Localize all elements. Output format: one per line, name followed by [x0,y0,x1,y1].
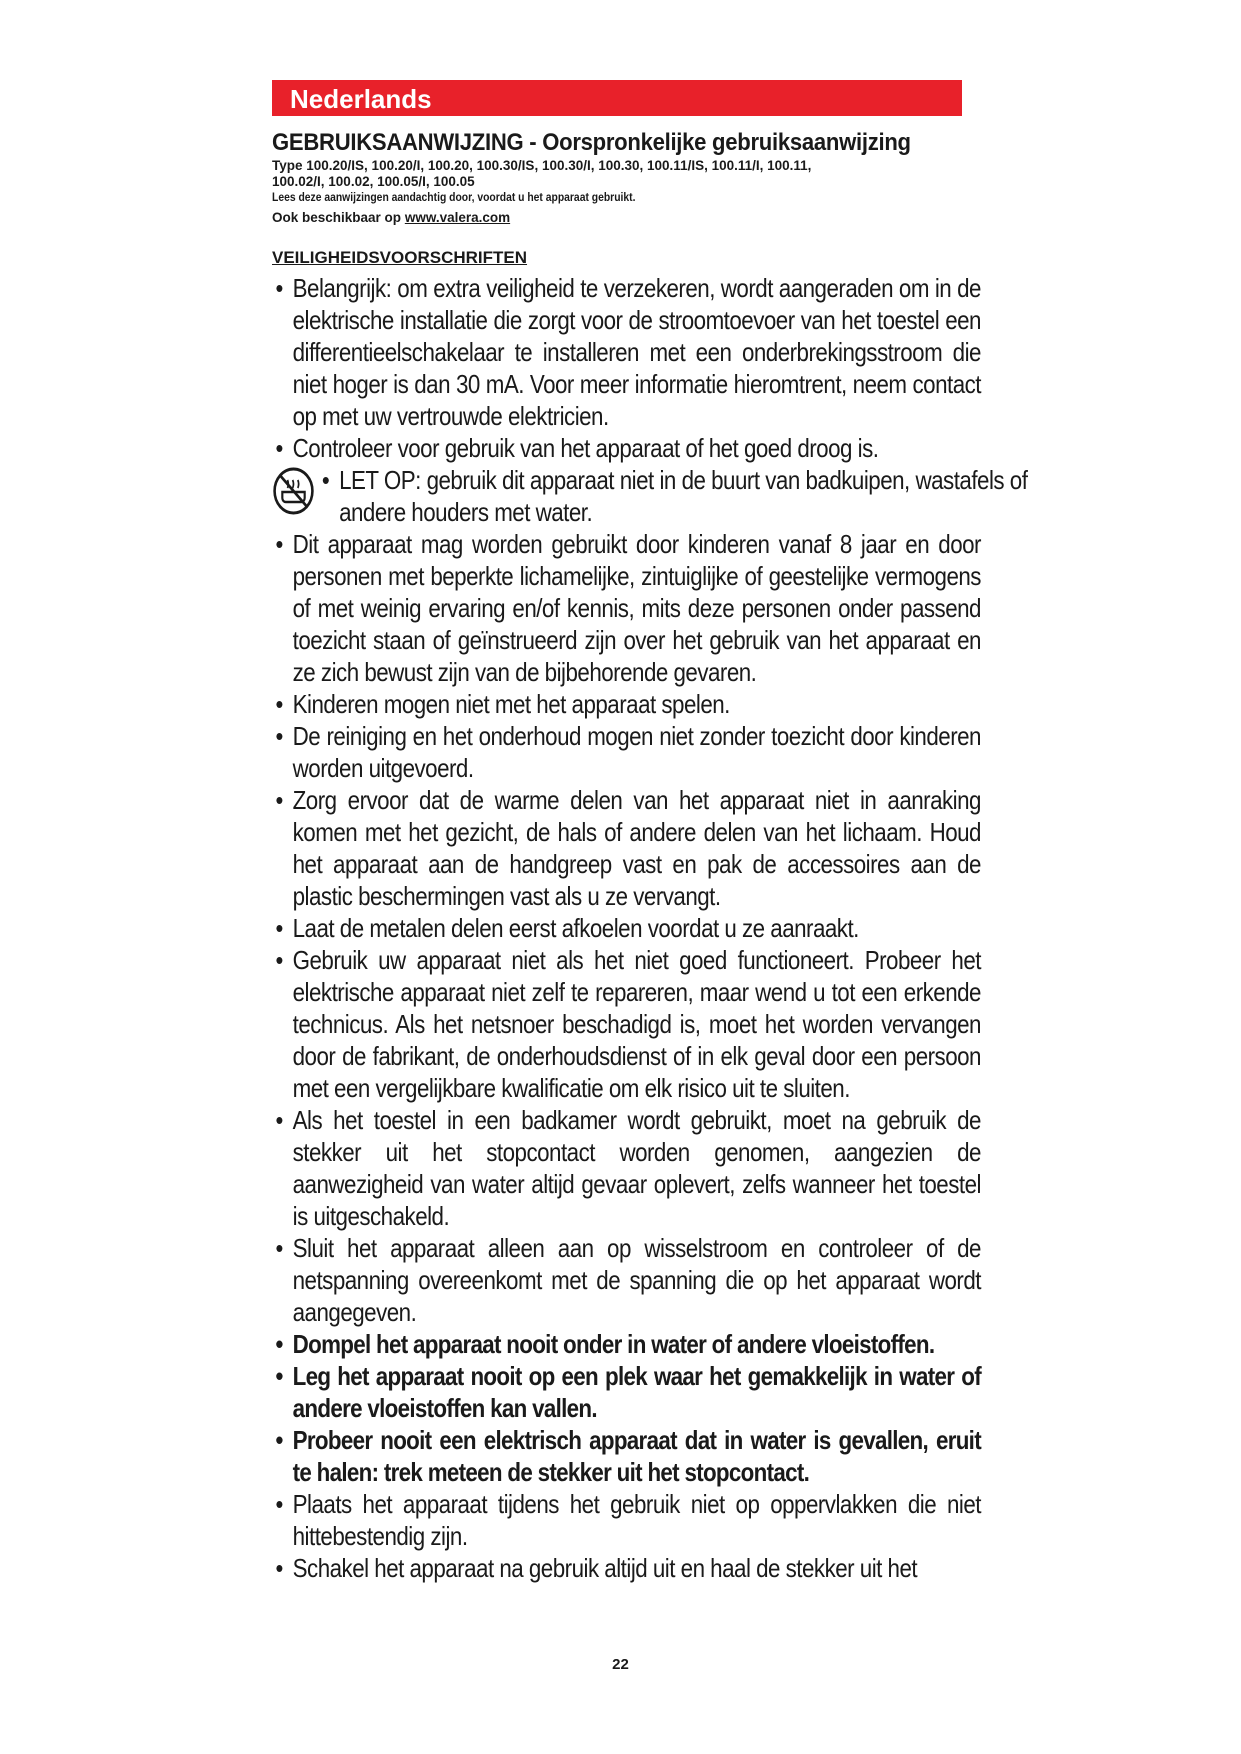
rule-item: • Dit apparaat mag worden gebruikt door kinderen vanaf 8 jaar en door personen met beperkte lichamelijke, zintuiglijke of geestelijke vermogens of met weinig ervaring en/of kennis, mits deze personen onder passend toezicht staan of geïnstrueerd zijn over het gebruik van het apparaat en ze zich bewust zijn van de bijbehorende gevaren. [272,528,981,688]
rule-item: • Schakel het apparaat na gebruik altijd uit en haal de stekker uit het [272,1552,981,1584]
rule-warning-text: LET OP: gebruik dit apparaat niet in de buurt van badkuipen, wastafels of andere houders met water. [339,465,1028,527]
rule-item-bold: • Leg het apparaat nooit op een plek waar het gemakkelijk in water of andere vloeistoffen kan vallen. [272,1360,981,1424]
model-types-line-1: Type 100.20/IS, 100.20/I, 100.20, 100.30/IS, 100.30/I, 100.30, 100.11/IS, 100.11/I, 100.11, [272,158,812,173]
rule-item-bold: • Dompel het apparaat nooit onder in water of andere vloeistoffen. [272,1328,981,1360]
rule-item: • Als het toestel in een badkamer wordt gebruikt, moet na gebruik de stekker uit het stopcontact worden genomen, aangezien de aanwezigheid van water altijd gevaar oplevert, zelfs wanneer het toestel is uitgeschakeld. [272,1104,981,1232]
language-banner [272,80,962,116]
rule-item: • Kinderen mogen niet met het apparaat spelen. [272,688,981,720]
availability-label: Ook beschikbaar op [272,210,402,225]
model-types-line-2: 100.02/I, 100.02, 100.05/I, 100.05 [272,174,475,189]
rule-item: • Gebruik uw apparaat niet als het niet goed functioneert. Probeer het elektrische apparaat niet zelf te repareren, maar wend u tot een erkende technicus. Als het netsnoer beschadigd is, moet het worden vervangen door de fabrikant, de onderhoudsdienst of in elk geval door een persoon met een vergelijkbare kwalificatie om elk risico uit te sluiten. [272,944,981,1104]
safety-section-heading: VEILIGHEIDSVOORSCHRIFTEN [272,248,528,267]
no-bathtub-warning-icon [272,466,315,516]
safety-rules-list [272,272,1028,1584]
rule-item-warning [272,464,1027,528]
rule-item: • Sluit het apparaat alleen aan op wisselstroom en controleer of de netspanning overeenkomt met de spanning die op het apparaat wordt aangegeven. [272,1232,981,1328]
rule-item: • Plaats het apparaat tijdens het gebruik niet op oppervlakken die niet hittebestendig zijn. [272,1488,981,1552]
rule-item: • De reiniging en het onderhoud mogen niet zonder toezicht door kinderen worden uitgevoerd. [272,720,981,784]
read-notice: Lees deze aanwijzingen aandachtig door, voordat u het apparaat gebruikt. [272,192,636,204]
website-link[interactable]: www.valera.com [404,210,511,225]
document-title: GEBRUIKSAANWIJZING - Oorspronkelijke gebruiksaanwijzing [272,129,911,156]
rule-item: • Laat de metalen delen eerst afkoelen voordat u ze aanraakt. [272,912,981,944]
rule-item: • Controleer voor gebruik van het apparaat of het goed droog is. [272,432,981,464]
rule-item: • Belangrijk: om extra veiligheid te verzekeren, wordt aangeraden om in de elektrische installatie die zorgt voor de stroomtoevoer van het toestel een differentieelschakelaar te installeren met een onderbrekingsstroom die niet hoger is dan 30 mA. Voor meer informatie hieromtrent, neem contact op met uw vertrouwde elektricien. [272,272,981,432]
manual-page [272,80,1028,1584]
availability-line [272,210,962,226]
page-number: 22 [612,1656,629,1673]
rule-item-bold: • Probeer nooit een elektrisch apparaat dat in water is gevallen, eruit te halen: trek meteen de stekker uit het stopcontact. [272,1424,981,1488]
rule-item: • Zorg ervoor dat de warme delen van het apparaat niet in aanraking komen met het gezicht, de hals of andere delen van het lichaam. Houd het apparaat aan de handgreep vast en pak de accessoires aan de plastic beschermingen vast als u ze vervangt. [272,784,981,912]
language-label: Nederlands [290,84,432,114]
